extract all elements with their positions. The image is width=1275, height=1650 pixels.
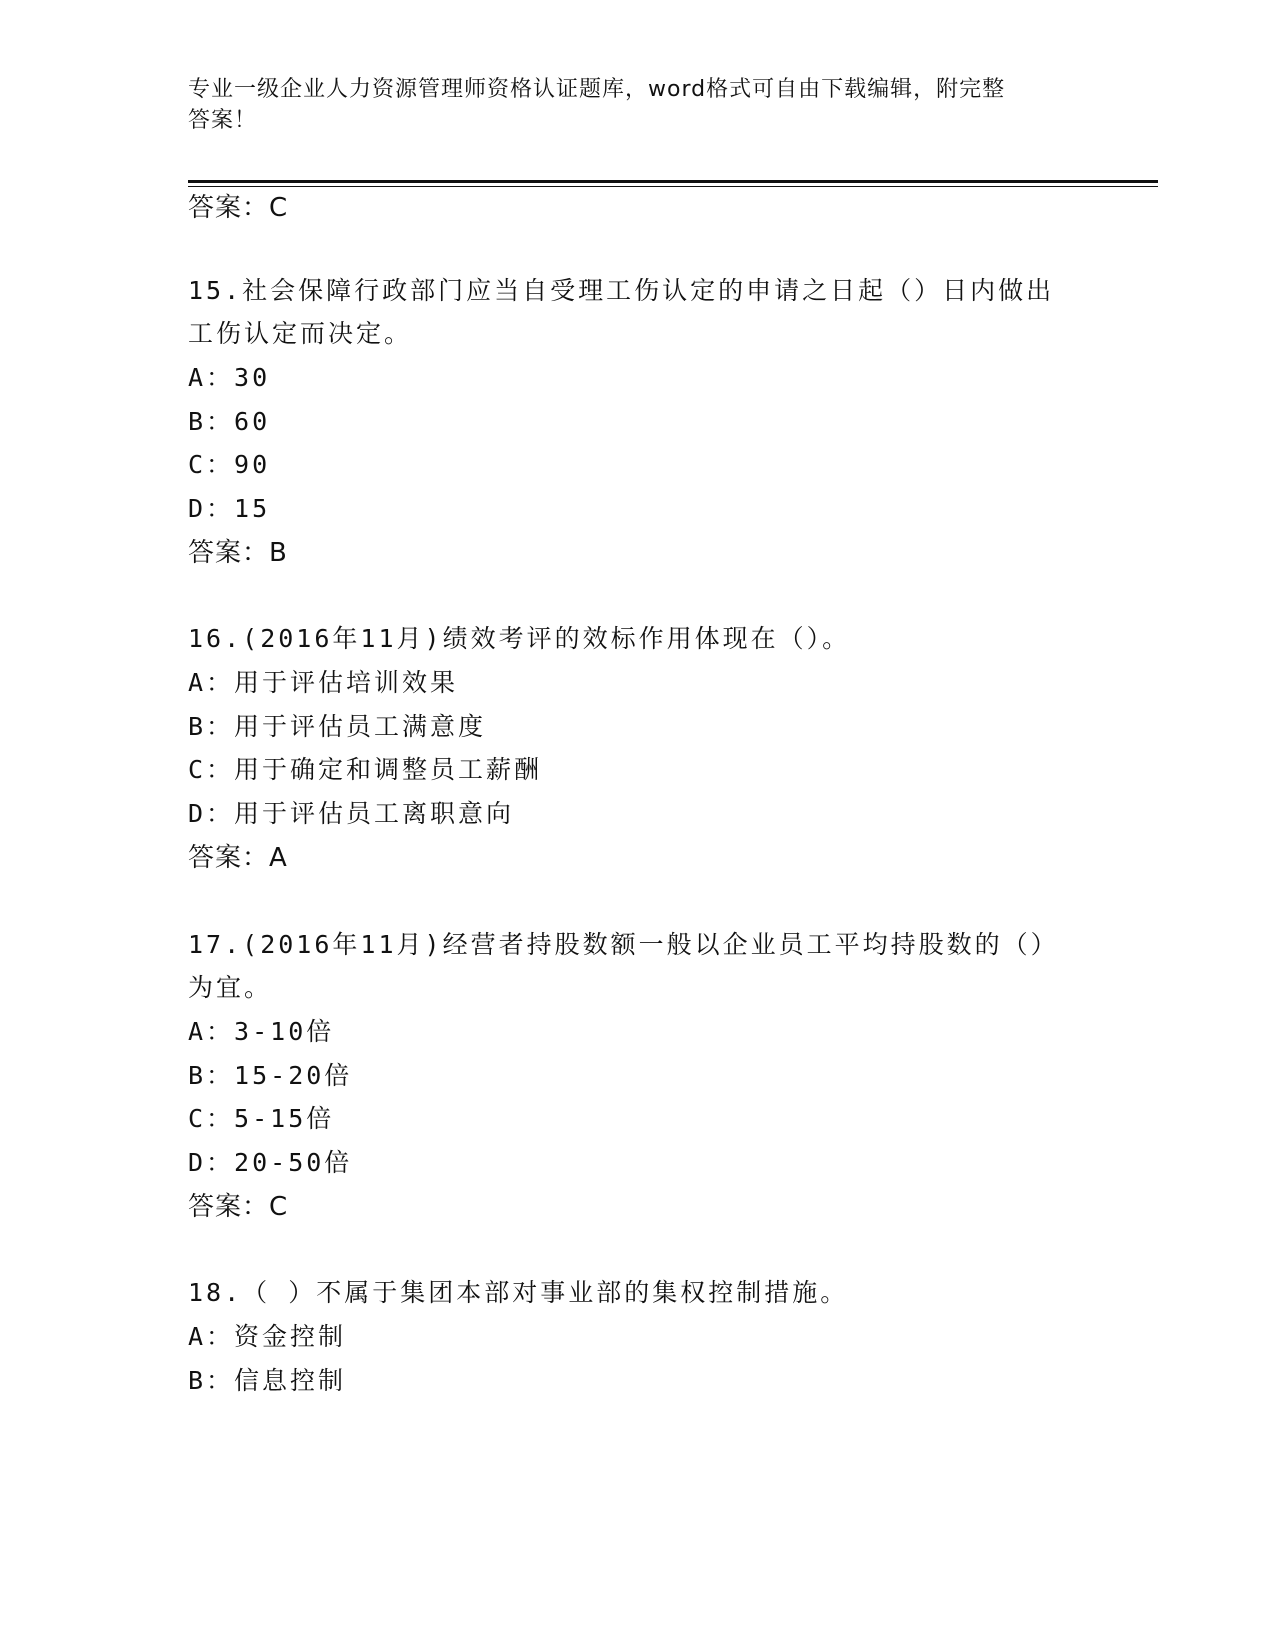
question-17-stem-2: 为宜。 <box>188 973 273 1002</box>
question-18-option-b: B：信息控制 <box>188 1366 347 1395</box>
question-17-option-d: D：20-50倍 <box>188 1148 353 1177</box>
question-15-option-b: B：60 <box>188 407 271 436</box>
question-17-option-c: C：5-15倍 <box>188 1104 335 1133</box>
question-16-option-d: D：用于评估员工离职意向 <box>188 799 515 828</box>
question-15-answer: 答案：B <box>188 538 288 568</box>
question-15-option-d: D：15 <box>188 494 271 523</box>
header-divider <box>188 180 1158 183</box>
question-16-option-b: B：用于评估员工满意度 <box>188 712 487 741</box>
question-16-option-c: C：用于确定和调整员工薪酬 <box>188 755 543 784</box>
question-15-stem-1: 15.社会保障行政部门应当自受理工伤认定的申请之日起（）日内做出 <box>188 276 1055 305</box>
question-15-option-a: A：30 <box>188 363 271 392</box>
question-17-option-a: A：3-10倍 <box>188 1017 335 1046</box>
header-line-2: 答案！ <box>188 108 258 133</box>
question-17-answer: 答案：C <box>188 1192 289 1222</box>
page-header <box>188 74 1088 136</box>
question-15-stem-2: 工伤认定而决定。 <box>188 319 413 348</box>
question-16-stem-1: 16.(2016年11月)绩效考评的效标作用体现在（）。 <box>188 624 851 653</box>
question-17-stem-1: 17.(2016年11月)经营者持股数额一般以企业员工平均持股数的（） <box>188 930 1059 959</box>
question-18-stem-1: 18.（ ）不属于集团本部对事业部的集权控制措施。 <box>188 1278 849 1307</box>
header-line-1: 专业一级企业人力资源管理师资格认证题库，word格式可自由下载编辑，附完整 <box>188 77 1006 102</box>
question-15-option-c: C：90 <box>188 450 271 479</box>
question-18-option-a: A：资金控制 <box>188 1322 347 1351</box>
question-16-answer: 答案：A <box>188 843 288 873</box>
header-divider-thin <box>188 186 1158 187</box>
question-17-option-b: B：15-20倍 <box>188 1061 353 1090</box>
answer-line: 答案：C <box>188 193 289 223</box>
question-16-option-a: A：用于评估培训效果 <box>188 668 459 697</box>
